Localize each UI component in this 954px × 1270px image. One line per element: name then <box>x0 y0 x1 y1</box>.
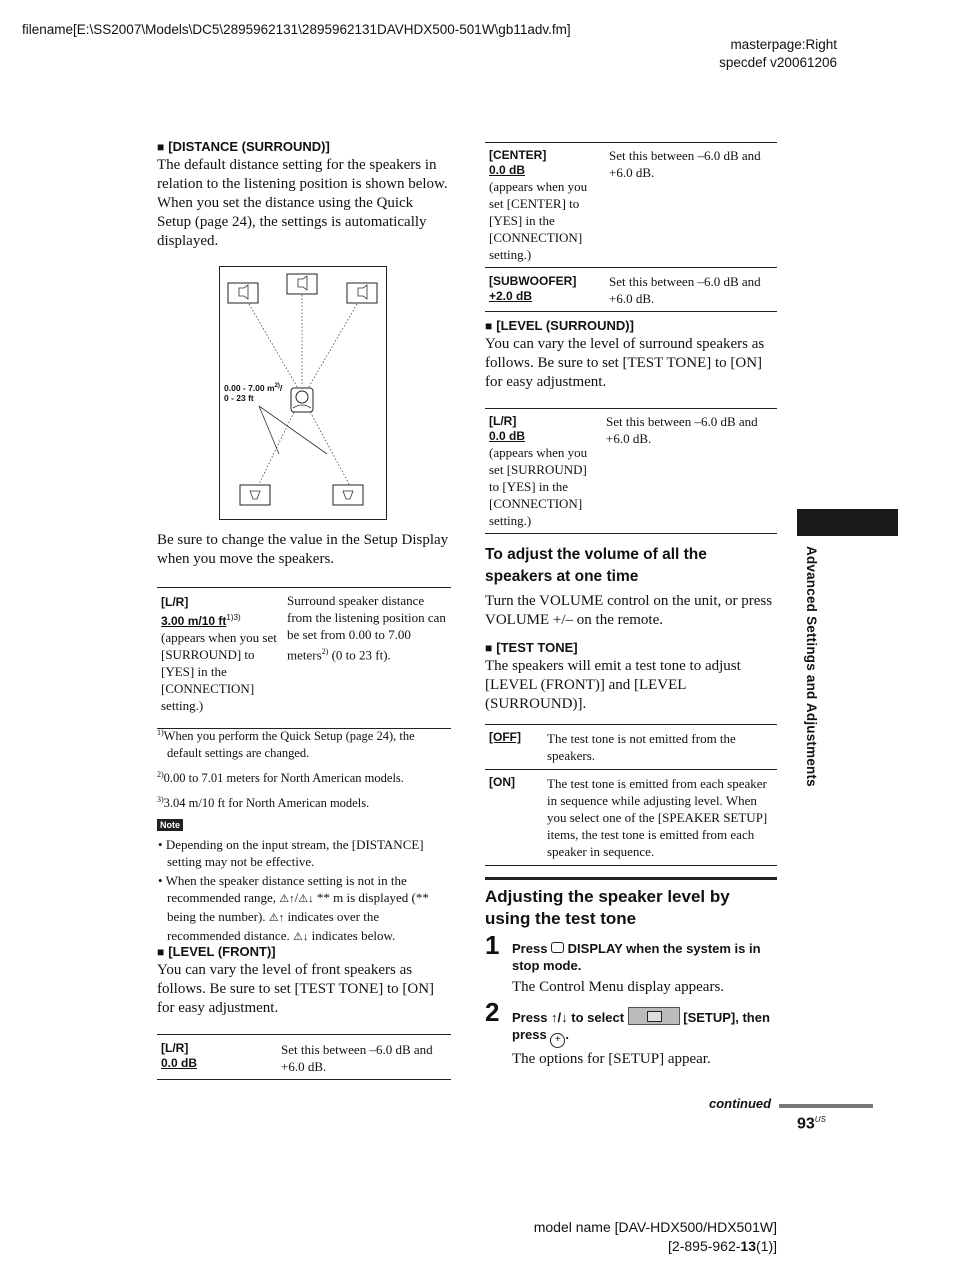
distance-range-label: 0.00 - 7.00 $m^{2)}/$ 0 - 23 ft <box>224 382 283 403</box>
section-tab-label: Advanced Settings and Adjustments <box>804 546 819 787</box>
under-icon-2: ⚠↓ <box>292 931 309 943</box>
step-1-result: The Control Menu display appears. <box>512 979 725 995</box>
distance-after: Be sure to change the value in the Setup Display when you move the speakers. <box>157 532 449 567</box>
level-front-value: 0.0 dB <box>161 1056 198 1070</box>
footnote-1: $^{1)}$When you perform the Quick Setup (page 24), the default settings are changed. <box>157 728 415 761</box>
level-surround-table <box>485 408 777 534</box>
level-surround-note: (appears when you set [SURROUND] to [YES] in the [CONNECTION] setting.) <box>489 445 588 528</box>
test-tone-section-heading: Adjusting the speaker level by using the test tone <box>485 887 730 928</box>
level-surround-value: 0.0 dB <box>489 429 526 443</box>
level-front-section <box>157 943 451 1018</box>
continued-bar <box>779 1104 873 1108</box>
adjust-all-heading: To adjust the volume of all the speakers at one time <box>485 546 707 585</box>
center-desc: Set this between –6.0 dB and +6.0 dB. <box>609 148 761 180</box>
test-tone-heading: ■ [TEST TONE] <box>485 640 578 655</box>
distance-table <box>157 587 451 729</box>
test-tone-on-desc: The test tone is emitted from each speaker in sequence while adjusting level. When you select one of the [SPEAKER SETUP] items, the test tone is emitted from each speaker in sequence. <box>547 776 768 859</box>
test-tone-intro: The speakers will emit a test tone to adjust [LEVEL (FRONT)] and [LEVEL (SURROUND)]. <box>485 658 741 712</box>
distance-desc: Surround speaker distance from the listening position can be set from 0.00 to 7.00 meters$^{2)}$ (0 to 23 ft). <box>287 593 446 663</box>
up-down-arrow-icon: ↑/↓ <box>551 1010 568 1025</box>
surround-right-speaker-icon <box>333 485 363 505</box>
center-sub-table <box>485 142 777 312</box>
test-tone-on-key: [ON] <box>489 775 515 789</box>
over-icon: ⚠↑ <box>279 893 295 905</box>
footnote-3: $^{3)}$3.04 m/10 ft for North American models. <box>157 795 370 811</box>
left-column <box>157 138 451 251</box>
footnotes <box>157 724 451 812</box>
test-tone-table <box>485 724 777 866</box>
continued-label: continued <box>709 1096 772 1111</box>
filename-header: filename[E:\SS2007\Models\DC5\2895962131\2895962131DAVHDX500-501W\gb11adv.fm] <box>22 22 571 37</box>
setup-toolbox-icon <box>628 1007 680 1025</box>
center-value: 0.0 dB <box>489 163 526 177</box>
level-surround-desc: Set this between –6.0 dB and +6.0 dB. <box>606 414 758 446</box>
level-front-desc: Set this between –6.0 dB and +6.0 dB. <box>281 1042 433 1074</box>
specdef-label: specdef v20061206 <box>719 55 837 70</box>
step-2-text: Press ↑/↓ to select [SETUP], then press + . <box>512 999 777 1048</box>
enter-button-icon: + <box>550 1033 565 1048</box>
footnote-2: $^{2)}$0.00 to 7.01 meters for North American models. <box>157 770 404 786</box>
distance-note: (appears when you set [SURROUND] to [YES] in the [CONNECTION] setting.) <box>161 630 277 713</box>
step-2-number: 2 <box>485 997 500 1027</box>
center-speaker-icon <box>287 274 317 294</box>
level-surround-section <box>485 317 777 392</box>
distance-key: [L/R] <box>161 595 189 609</box>
step-1 <box>485 932 777 997</box>
note-block <box>157 815 451 946</box>
subwoofer-value: +2.0 dB <box>489 289 533 303</box>
distance-heading: ■ [DISTANCE (SURROUND)] <box>157 139 330 154</box>
under-icon: ⚠↓ <box>298 893 314 905</box>
note-badge: Note <box>157 819 183 831</box>
over-icon-2: ⚠↑ <box>268 912 285 924</box>
page-number: $93^{US}$ <box>797 1115 826 1133</box>
level-front-key: [L/R] <box>161 1041 189 1055</box>
level-surround-heading: ■ [LEVEL (SURROUND)] <box>485 318 634 333</box>
test-tone-off-key: [OFF] <box>489 730 521 744</box>
center-key: [CENTER] <box>489 148 547 162</box>
speaker-diagram <box>219 266 386 519</box>
left-column-2 <box>157 531 451 569</box>
level-surround-intro: You can vary the level of surround speakers as follows. Be sure to set [TEST TONE] to [ON] for easy adjustment. <box>485 336 765 390</box>
note-bullet-2: • When the speaker distance setting is not in the recommended range, ⚠↑/⚠↓ ** m is displayed (** being the number). ⚠↑ indicates over the recommended distance. ⚠↓ indicates below. <box>158 873 429 943</box>
display-button-icon <box>551 942 564 953</box>
distance-value: 3.00 m/10 $ft^{1)3)}$ <box>161 613 241 628</box>
level-front-intro: You can vary the level of front speakers as follows. Be sure to set [TEST TONE] to [ON] for easy adjustment. <box>157 962 435 1016</box>
subwoofer-key: [SUBWOOFER] <box>489 274 577 288</box>
level-surround-key: [L/R] <box>489 414 517 428</box>
test-tone-section <box>485 877 777 930</box>
front-right-speaker-icon <box>347 283 377 303</box>
section-tab <box>797 509 898 536</box>
level-front-table <box>157 1034 451 1080</box>
surround-left-speaker-icon <box>240 485 270 505</box>
step-2-result: The options for [SETUP] appear. <box>512 1051 711 1067</box>
test-tone-off-desc: The test tone is not emitted from the speakers. <box>547 731 736 763</box>
step-1-number: 1 <box>485 930 500 960</box>
step-2 <box>485 999 777 1069</box>
adjust-all-text: Turn the VOLUME control on the unit, or press VOLUME +/– on the remote. <box>485 593 773 628</box>
listener-icon <box>291 388 313 412</box>
front-left-speaker-icon <box>228 283 258 303</box>
subwoofer-desc: Set this between –6.0 dB and +6.0 dB. <box>609 274 761 306</box>
note-bullet-1: • Depending on the input stream, the [DISTANCE] setting may not be effective. <box>158 837 424 869</box>
masterpage-label: masterpage:Right <box>730 37 837 52</box>
level-front-heading: ■ [LEVEL (FRONT)] <box>157 944 276 959</box>
distance-intro: The default distance setting for the speakers in relation to the listening position is shown below. When you set the distance using the Quick Setup (page 24), the settings is automatically displayed. <box>157 157 448 249</box>
step-1-text: Press DISPLAY when the system is in stop mode. <box>512 941 761 973</box>
model-name: model name [DAV-HDX500/HDX501W] <box>533 1219 777 1235</box>
center-note: (appears when you set [CENTER] to [YES] in the [CONNECTION] setting.) <box>489 179 588 262</box>
part-code: [2-895-962-13(1)] <box>668 1238 777 1254</box>
adjust-all-section <box>485 544 777 714</box>
